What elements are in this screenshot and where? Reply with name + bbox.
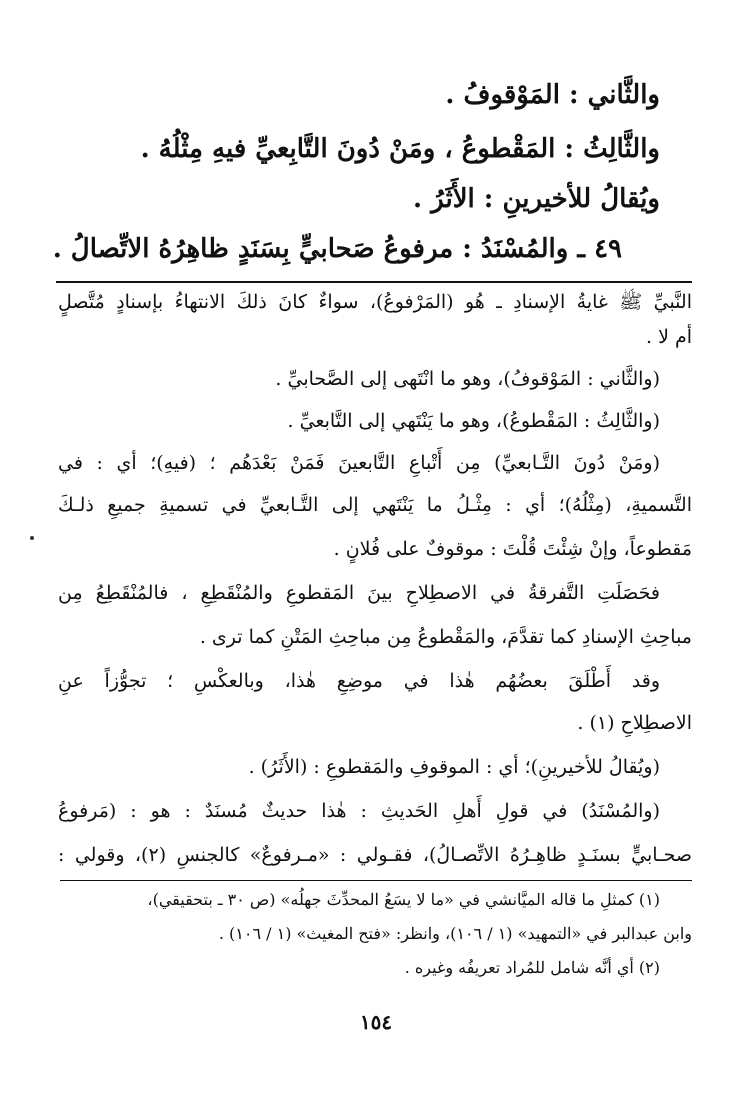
commentary-p2: (والثَّاني : المَوْقوفُ)، وهو ما انْتَهى إلى الصَّحابيِّ .	[275, 368, 660, 390]
commentary-p5-line-2: مباحِثِ الإسنادِ كما تقدَّمَ، والمَقْطوعُ مِن مباحِثِ المَتْنِ كما ترى .	[199, 626, 692, 648]
commentary-p1-line-2: أم لا .	[646, 326, 692, 348]
margin-dot	[30, 536, 34, 540]
footnote-1-line-1: (١) كمثلِ ما قاله الميَّانشي في «ما لا يسَعُ المحدِّثَ جهلُه» (ص ٣٠ ـ بتحقيقي)،	[147, 890, 660, 909]
footnote-separator-rule	[60, 880, 692, 881]
commentary-p3: (والثَّالِثُ : المَقْطوعُ)، وهو ما يَنْتَهي إلى التَّابعيِّ .	[287, 410, 660, 432]
commentary-p7: (ويُقالُ للأخيرينِ)؛ أي : الموقوفِ والمَقطوعِ : (الأَثَرُ) .	[248, 756, 660, 778]
footnote-2: (٢) أي أنَّه شامل للمُراد تعريفُه وغيره .	[404, 958, 660, 977]
commentary-p4-line-3: مَقطوعاً، وإنْ شِئْتَ قُلْتَ : موقوفٌ على فُلانٍ .	[333, 538, 692, 560]
matn-separator-rule	[56, 281, 692, 283]
commentary-p1-line-1: النَّبيِّ ﷺ غايةُ الإسنادِ ـ هُو (المَرْفوعُ)، سواءٌ كانَ ذلكَ الانتهاءُ بإسنادٍ مُتَّصلٍ	[58, 291, 692, 313]
matn-line-3: ويُقالُ للأخيرينِ : الأَثَرُ .	[413, 184, 660, 214]
footnote-1-line-2: وابن عبدالبر في «التمهيد» (١ / ١٠٦)، وانظر: «فتح المغيث» (١ / ١٠٦) .	[218, 924, 692, 943]
commentary-p8-line-1: (والمُسْنَدُ) في قولِ أَهلِ الحَديثِ : هٰذا حديثٌ مُسنَدٌ : هو : (مَرفوعُ	[58, 800, 660, 822]
commentary-p8-line-2: صحـابيٍّ بسنَـدٍ ظاهِـرُهُ الاتِّصـالُ)، فقـولي : «مـرفوعٌ» كالجنسِ (٢)، وقولي :	[58, 844, 692, 866]
commentary-p4-line-2: التَّسميةِ، (مِثْلُهُ)؛ أي : مِثْـلُ ما يَنْتَهي إلى التَّـابعيِّ في تسميةِ جميعِ ذلـكَ	[58, 494, 692, 516]
matn-line-1: والثَّاني : المَوْقوفُ .	[445, 80, 660, 110]
matn-line-4: ٤٩ ـ والمُسْنَدُ : مرفوعُ صَحابيٍّ بِسَنَدٍ ظاهِرُهُ الاتِّصالُ .	[52, 234, 622, 264]
commentary-p5-line-1: فحَصَلَتِ التَّفرقةُ في الاصطِلاحِ بينَ المَقطوعِ والمُنْقَطِعِ ، فالمُنْقَطِعُ مِن	[58, 582, 660, 604]
matn-line-2: والثَّالِثُ : المَقْطوعُ ، ومَنْ دُونَ التَّابِعيِّ فيهِ مِثْلُهُ .	[140, 134, 660, 164]
commentary-p6-line-2: الاصطِلاحِ (١) .	[577, 712, 692, 734]
commentary-p4-line-1: (ومَنْ دُونَ التَّـابعيِّ) مِن أَتْباعِ التَّابعينَ فَمَنْ بَعْدَهُم ؛ (فيهِ)؛ أي : في	[58, 452, 660, 474]
commentary-p6-line-1: وقد أَطْلَقَ بعضُهُم هٰذا في موضِعِ هٰذا، وبالعكْسِ ؛ تجوُّزاً عنِ	[58, 670, 660, 692]
page-number: ١٥٤	[359, 1010, 393, 1034]
